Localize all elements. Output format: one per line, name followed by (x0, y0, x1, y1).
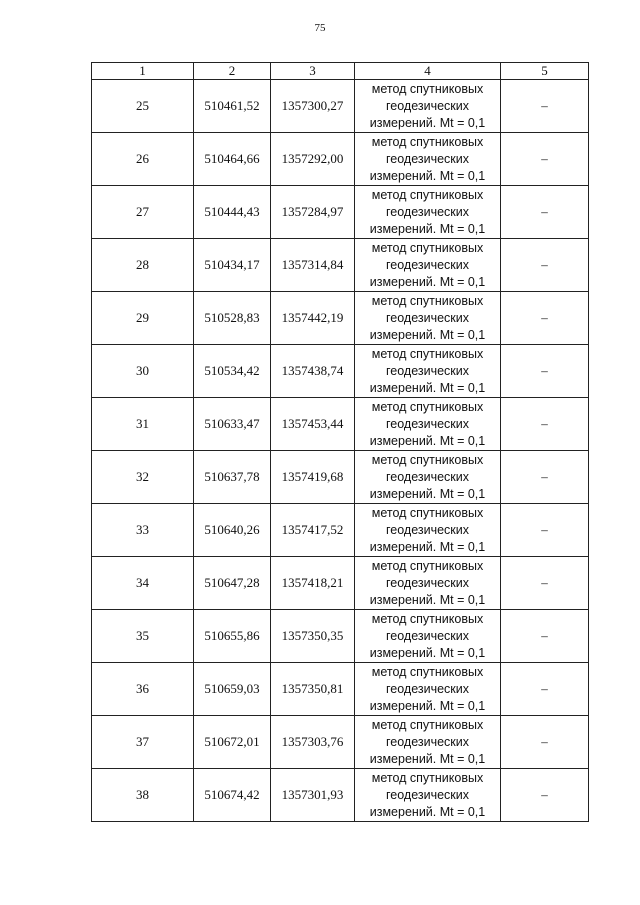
x-coordinate-cell: 510674,42 (194, 769, 271, 822)
method-line: измерений. Mt = 0,1 (369, 751, 486, 766)
note-cell: – (501, 663, 589, 716)
method-line: геодезических (385, 787, 469, 802)
method-line: метод спутниковых (371, 81, 484, 96)
method-line: измерений. Mt = 0,1 (369, 433, 486, 448)
point-number-cell: 35 (92, 610, 194, 663)
y-coordinate-cell: 1357417,52 (271, 504, 355, 557)
point-number-cell: 33 (92, 504, 194, 557)
x-coordinate-cell: 510534,42 (194, 345, 271, 398)
method-cell (355, 716, 501, 769)
y-coordinate-cell: 1357350,81 (271, 663, 355, 716)
note-cell: – (501, 186, 589, 239)
note-cell: – (501, 398, 589, 451)
method-line: геодезических (385, 522, 469, 537)
table-header-row (92, 63, 589, 80)
method-line: измерений. Mt = 0,1 (369, 221, 486, 236)
y-coordinate-cell: 1357284,97 (271, 186, 355, 239)
x-coordinate-cell: 510434,17 (194, 239, 271, 292)
method-line: геодезических (385, 469, 469, 484)
method-cell (355, 504, 501, 557)
method-cell (355, 398, 501, 451)
x-coordinate-cell: 510633,47 (194, 398, 271, 451)
table-row (92, 451, 589, 504)
note-cell: – (501, 769, 589, 822)
method-line: геодезических (385, 628, 469, 643)
point-number-cell: 28 (92, 239, 194, 292)
method-cell (355, 769, 501, 822)
x-coordinate-cell: 510672,01 (194, 716, 271, 769)
point-number-cell: 25 (92, 80, 194, 133)
y-coordinate-cell: 1357300,27 (271, 80, 355, 133)
point-number-cell: 31 (92, 398, 194, 451)
coordinates-table (91, 62, 589, 822)
method-cell (355, 239, 501, 292)
method-line: измерений. Mt = 0,1 (369, 698, 486, 713)
point-number-cell: 34 (92, 557, 194, 610)
y-coordinate-cell: 1357292,00 (271, 133, 355, 186)
method-line: геодезических (385, 681, 469, 696)
note-cell: – (501, 80, 589, 133)
method-line: метод спутниковых (371, 558, 484, 573)
method-line: измерений. Mt = 0,1 (369, 380, 486, 395)
method-cell (355, 186, 501, 239)
method-line: геодезических (385, 204, 469, 219)
y-coordinate-cell: 1357350,35 (271, 610, 355, 663)
table-row (92, 557, 589, 610)
table-row (92, 80, 589, 133)
y-coordinate-cell: 1357418,21 (271, 557, 355, 610)
table-row (92, 663, 589, 716)
y-coordinate-cell: 1357453,44 (271, 398, 355, 451)
column-header-5: 5 (501, 63, 589, 80)
note-cell: – (501, 292, 589, 345)
x-coordinate-cell: 510640,26 (194, 504, 271, 557)
method-line: геодезических (385, 151, 469, 166)
note-cell: – (501, 345, 589, 398)
method-line: геодезических (385, 416, 469, 431)
table-row (92, 239, 589, 292)
method-line: измерений. Mt = 0,1 (369, 168, 486, 183)
method-cell (355, 292, 501, 345)
method-line: метод спутниковых (371, 717, 484, 732)
point-number-cell: 27 (92, 186, 194, 239)
y-coordinate-cell: 1357301,93 (271, 769, 355, 822)
method-line: метод спутниковых (371, 346, 484, 361)
note-cell: – (501, 716, 589, 769)
y-coordinate-cell: 1357303,76 (271, 716, 355, 769)
x-coordinate-cell: 510647,28 (194, 557, 271, 610)
method-line: метод спутниковых (371, 293, 484, 308)
point-number-cell: 29 (92, 292, 194, 345)
x-coordinate-cell: 510637,78 (194, 451, 271, 504)
note-cell: – (501, 239, 589, 292)
y-coordinate-cell: 1357438,74 (271, 345, 355, 398)
method-cell (355, 663, 501, 716)
column-header-2: 2 (194, 63, 271, 80)
method-line: измерений. Mt = 0,1 (369, 645, 486, 660)
method-line: метод спутниковых (371, 134, 484, 149)
method-cell (355, 557, 501, 610)
y-coordinate-cell: 1357442,19 (271, 292, 355, 345)
method-line: метод спутниковых (371, 187, 484, 202)
table-body (92, 80, 589, 822)
method-line: геодезических (385, 98, 469, 113)
table-row (92, 716, 589, 769)
point-number-cell: 30 (92, 345, 194, 398)
method-line: метод спутниковых (371, 505, 484, 520)
method-line: метод спутниковых (371, 399, 484, 414)
point-number-cell: 36 (92, 663, 194, 716)
method-line: метод спутниковых (371, 611, 484, 626)
x-coordinate-cell: 510464,66 (194, 133, 271, 186)
method-cell (355, 80, 501, 133)
x-coordinate-cell: 510655,86 (194, 610, 271, 663)
method-cell (355, 133, 501, 186)
method-line: геодезических (385, 734, 469, 749)
method-line: измерений. Mt = 0,1 (369, 327, 486, 342)
table-row (92, 345, 589, 398)
method-line: метод спутниковых (371, 770, 484, 785)
method-line: измерений. Mt = 0,1 (369, 274, 486, 289)
note-cell: – (501, 451, 589, 504)
x-coordinate-cell: 510528,83 (194, 292, 271, 345)
table-row (92, 610, 589, 663)
method-line: измерений. Mt = 0,1 (369, 804, 486, 819)
column-header-3: 3 (271, 63, 355, 80)
method-line: метод спутниковых (371, 240, 484, 255)
point-number-cell: 37 (92, 716, 194, 769)
page-number: 75 (314, 22, 326, 34)
x-coordinate-cell: 510461,52 (194, 80, 271, 133)
column-header-4: 4 (355, 63, 501, 80)
note-cell: – (501, 610, 589, 663)
point-number-cell: 32 (92, 451, 194, 504)
table-row (92, 133, 589, 186)
x-coordinate-cell: 510444,43 (194, 186, 271, 239)
point-number-cell: 26 (92, 133, 194, 186)
method-line: геодезических (385, 257, 469, 272)
table-row (92, 186, 589, 239)
method-cell (355, 451, 501, 504)
method-line: измерений. Mt = 0,1 (369, 592, 486, 607)
note-cell: – (501, 557, 589, 610)
y-coordinate-cell: 1357419,68 (271, 451, 355, 504)
note-cell: – (501, 504, 589, 557)
method-line: метод спутниковых (371, 664, 484, 679)
method-line: геодезических (385, 310, 469, 325)
method-cell (355, 345, 501, 398)
table-row (92, 398, 589, 451)
method-line: измерений. Mt = 0,1 (369, 486, 486, 501)
table-row (92, 504, 589, 557)
method-line: метод спутниковых (371, 452, 484, 467)
x-coordinate-cell: 510659,03 (194, 663, 271, 716)
method-cell (355, 610, 501, 663)
column-header-1: 1 (92, 63, 194, 80)
point-number-cell: 38 (92, 769, 194, 822)
method-line: геодезических (385, 575, 469, 590)
note-cell: – (501, 133, 589, 186)
table-row (92, 292, 589, 345)
method-line: измерений. Mt = 0,1 (369, 539, 486, 554)
method-line: измерений. Mt = 0,1 (369, 115, 486, 130)
y-coordinate-cell: 1357314,84 (271, 239, 355, 292)
method-line: геодезических (385, 363, 469, 378)
table-row (92, 769, 589, 822)
